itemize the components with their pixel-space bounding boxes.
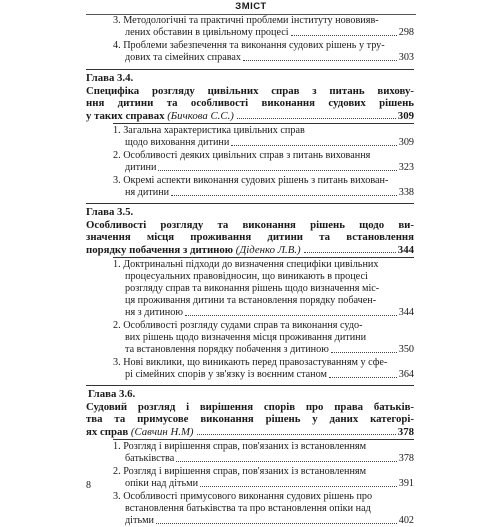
chapter-title-last-line[interactable] [86,426,414,439]
entry-text-line: 4. Проблеми забезпечення та виконання судових рішень у тру- [113,40,385,51]
entry-text-line: розгляду справ та виконання рішень щодо визначення міс- [125,283,380,294]
chapter-title-line: ях справ [86,425,129,438]
entry-page-number: 298 [398,27,414,38]
entry-last-line [113,515,414,527]
chapter-author: (Савчин Н.М) [128,425,194,438]
entry-text-line: ця проживання дитини та встановлення порядку побачен- [125,295,377,306]
chapter-author: (Діденко Л.В.) [233,243,301,256]
entry-text-line: процесуальних правовідносин, що виникають в процесі [125,271,368,282]
dot-leader [291,27,397,36]
chapter-title-line: Судовий розгляд і вирішення спорів про права батьків- [86,400,414,413]
chapter-title-line: Специфіка розгляду цивільних справ з питань вихову- [86,84,414,97]
chapter-divider [86,69,414,70]
entry-text-line: 3. Нові виклики, що виникають перед правозастуванням у сфе- [113,357,388,368]
entry-text-line: ня з дитиною [125,307,183,318]
entry-last-line [113,137,414,149]
entry-last-line [113,187,414,199]
chapter-title-line: Особливості розгляду та виконання рішень щодо ви- [86,218,414,231]
chapter-title-last-line[interactable] [86,110,414,123]
entry-text-line: 1. Загальна характеристика цивільних справ [113,125,305,136]
toc-subentry[interactable] [86,40,414,64]
entry-text-line: батьківства [125,453,175,464]
dot-leader [237,110,396,120]
entry-last-line [113,162,414,174]
entry-page-number: 364 [398,369,414,380]
dot-leader [197,426,396,436]
dot-leader [158,162,396,171]
entry-last-line [113,27,414,39]
entry-text-line: 3. Особливості примусового виконання судових рішень про [113,491,373,502]
entry-text-line: щодо виховання дитини [125,137,230,148]
toc-subentry[interactable] [86,466,414,490]
dot-leader [243,52,397,61]
dot-leader [171,187,397,196]
entry-text-line: 1. Розгляд і вирішення справ, пов'язаних із встановленням [113,441,367,452]
toc-subentry[interactable] [86,357,414,381]
dot-leader [231,137,396,146]
chapter-title-line: у таких справах [86,109,165,122]
chapter-page-number: 378 [397,425,414,438]
entry-page-number: 344 [398,307,414,318]
dot-leader [200,478,397,487]
chapter-title-line: ння дитини та особливості виконання судових рішень [86,97,414,109]
table-of-contents [86,15,414,527]
entry-last-line [113,478,414,490]
dot-leader [156,515,397,524]
entry-text-line: 2. Особливості деяких цивільних справ з питань виховання [113,150,371,161]
chapter-divider [86,385,414,386]
dot-leader [185,307,397,316]
entry-text-line: 2. Розгляд і вирішення справ, пов'язаних із встановленням [113,466,367,477]
chapter-title-line: порядку побачення з дитиною [86,243,234,256]
toc-subentry[interactable] [86,259,414,319]
entry-page-number: 309 [398,137,414,148]
dot-leader [304,244,396,254]
entry-text-line: опіки над дітьми [125,478,199,489]
chapter-divider [113,439,414,440]
entry-page-number: 378 [398,453,414,464]
chapter-divider [113,123,414,124]
chapter-divider [113,257,414,258]
chapter-page-number: 344 [397,243,414,256]
entry-text-line: дітьми [125,515,155,526]
entry-text-line: 3. Окремі аспекти виконання судових рішень з питань вихован- [113,175,389,186]
toc-subentry[interactable] [86,150,414,174]
dot-leader [331,344,397,353]
entry-text-line: дитини [125,162,157,173]
toc-subentry[interactable] [86,175,414,199]
toc-subentry[interactable] [86,320,414,356]
entry-last-line [113,344,414,356]
entry-text-line: 3. Методологічні та практичні проблеми інституту нововияв- [113,15,379,26]
toc-subentry[interactable] [86,125,414,149]
chapter-title-last-line[interactable] [86,244,414,257]
entry-text-line: дових та сімейних справах [125,52,242,63]
toc-subentry[interactable] [86,441,414,465]
chapter-page-number: 309 [397,109,414,122]
entry-last-line [113,369,414,381]
toc-subentry[interactable] [86,491,414,527]
entry-text-line: встановлення батьківства та про встановлення опіки над [125,503,371,514]
entry-page-number: 391 [398,478,414,489]
chapter-label: Глава 3.6. [88,388,136,400]
entry-last-line [113,52,414,64]
entry-text-line: рі сімейних спорів у зв'язку із воєнним станом [125,369,327,380]
dot-leader [329,369,397,378]
chapter-author: (Бичкова С.С.) [164,109,234,122]
chapter-label: Глава 3.5. [86,206,134,218]
entry-page-number: 402 [398,515,414,526]
entry-page-number: 350 [398,344,414,355]
dot-leader [176,453,396,462]
page-number: 8 [86,480,91,491]
entry-page-number: 303 [398,52,414,63]
chapter-label: Глава 3.4. [86,72,134,84]
entry-text-line: 2. Особливості розгляду судами справ та виконання судо- [113,320,363,331]
entry-text-line: вих рішень щодо визначення місця проживання дитини [125,332,367,343]
toc-subentry[interactable] [86,15,414,39]
entry-text-line: та встановлення порядку побачення з дитиною [125,344,329,355]
entry-text-line: 1. Доктринальні підходи до визначення специфіки цивільних [113,259,379,270]
chapter-title-line: тва та примусове виконання рішень у даних категорі- [86,413,414,425]
entry-page-number: 338 [398,187,414,198]
chapter-title-line: значення місця проживання дитини та встановлення [86,231,414,243]
entry-page-number: 323 [398,162,414,173]
entry-text-line: лених обставин в цивільному процесі [125,27,289,38]
chapter-divider [86,203,414,204]
entry-text-line: ня дитини [125,187,170,198]
running-header: ЗМІСТ [86,0,416,15]
entry-last-line [113,307,414,319]
entry-last-line [113,453,414,465]
